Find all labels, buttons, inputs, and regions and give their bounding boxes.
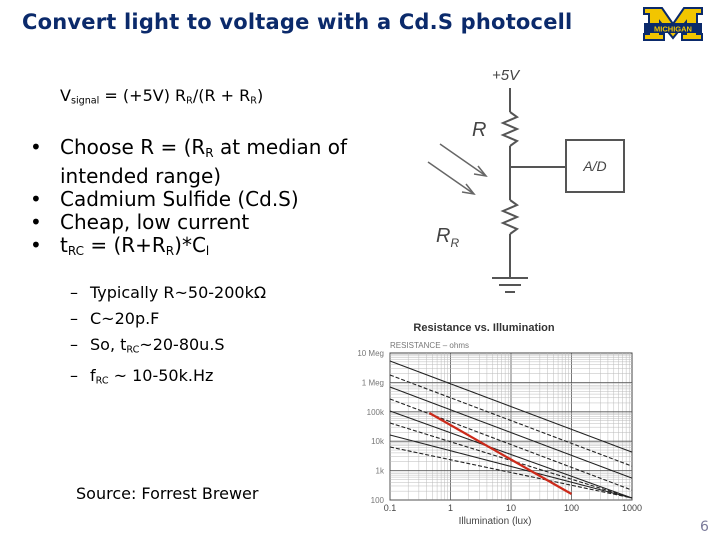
y-axis-header: RESISTANCE – ohms — [390, 341, 469, 350]
y-tick-label: 10k — [371, 437, 384, 447]
x-tick-label: 100 — [563, 503, 580, 513]
sub-bullet-typical-r: – Typically R~50-200kΩ — [70, 280, 266, 306]
adc-label: A/D — [583, 158, 607, 174]
bullet-cheap: • Cheap, low current — [28, 211, 358, 234]
y-tick-label: 100k — [366, 407, 384, 417]
y-tick-label: 100 — [370, 496, 384, 505]
bullet-list — [28, 136, 358, 263]
page-number: 6 — [700, 519, 709, 535]
x-tick-label: 10 — [505, 503, 517, 513]
resistance-vs-illumination-chart — [340, 315, 643, 530]
x-tick-label: 0.1 — [383, 503, 397, 513]
resistor-r-symbol — [503, 112, 517, 146]
source-credit: Source: Forrest Brewer — [76, 484, 259, 503]
x-tick-labels — [384, 503, 642, 513]
sub-bullet-list — [70, 280, 266, 395]
bullet-choose-r: • Choose $R = (R_R$ at median of intended range) — [28, 136, 358, 188]
photoresistor-symbol — [503, 200, 517, 234]
photocell-circuit — [400, 60, 640, 310]
formula: $V_{signal} = (+5V) R_R/(R + R_R)$ — [60, 86, 264, 107]
x-axis-label: Illumination (lux) — [458, 516, 532, 527]
photocell-label: $R_R$ — [436, 225, 460, 250]
michigan-logo — [638, 6, 708, 52]
y-tick-label: 1 Meg — [361, 378, 384, 388]
y-tick-label: 10 Meg — [357, 349, 384, 358]
y-tick-labels — [357, 349, 385, 505]
sub-bullet-trc: – So, $t_{RC}\sim 20-80u.S$ — [70, 332, 266, 363]
bullet-cds: • Cadmium Sulfide (Cd.S) — [28, 188, 358, 211]
supply-label: +5V — [492, 67, 520, 84]
light-rays-icon — [428, 144, 486, 194]
sub-bullet-frc: – $f_{RC}$ ~ 10-50k.Hz — [70, 363, 266, 394]
x-tick-label: 1000 — [621, 503, 643, 513]
y-tick-label: 1k — [375, 466, 384, 476]
chart-title: Resistance vs. Illumination — [413, 322, 555, 334]
slide-title: Convert light to voltage with a Cd.S photocell — [22, 10, 573, 34]
bullet-trc: • $t_{RC} = (R+R_R)*C_l$ — [28, 234, 358, 263]
x-tick-label: 1 — [447, 503, 454, 513]
resistor-label: R — [472, 119, 487, 141]
sub-bullet-capacitance: – C~20p.F — [70, 306, 266, 332]
logo-wordmark: MICHIGAN — [654, 24, 692, 34]
